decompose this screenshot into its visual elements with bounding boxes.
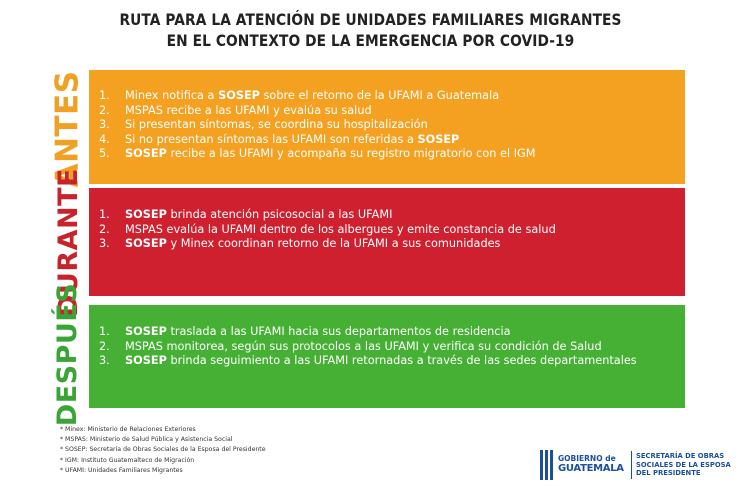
list-item: 5. SOSEP recibe a las UFAMI y acompaña su registro migratorio con el IGM (99, 147, 536, 161)
footnote: * MSPAS: Ministerio de Salud Pública y Asistencia Social (60, 436, 233, 444)
footnote: * UFAMI: Unidades Familiares Migrantes (60, 466, 183, 474)
list-item: 2. MSPAS monitorea, según sus protocolos a las UFAMI y verifica su condición de Salud (99, 339, 602, 353)
phase-label-despues-text: DESPUÉS (52, 282, 84, 426)
gobierno-guatemala-logo: GOBIERNO de GUATEMALA (540, 450, 630, 480)
footnote: * Minex: Ministerio de Relaciones Exteriores (60, 426, 196, 433)
page-title-line1: RUTA PARA LA ATENCIÓN DE UNIDADES FAMILIARES MIGRANTES (119, 10, 622, 29)
list-item: 3. SOSEP y Minex coordinan retorno de la UFAMI a sus comunidades (99, 237, 501, 251)
phase-box-durante (89, 188, 685, 296)
list-item: 3. SOSEP brinda seguimiento a las UFAMI retornadas a través de las sedes departamentales (99, 354, 637, 368)
logo-divider (631, 451, 632, 479)
list-item: 4. Si no presentan síntomas las UFAMI son referidas a SOSEP (99, 132, 460, 146)
phase-label-durante-text: DURANTE (52, 167, 84, 317)
phase-label-antes-text: ANTES (50, 70, 86, 188)
list-item: 2. MSPAS evalúa la UFAMI dentro de los albergues y emite constancia de salud (99, 222, 556, 236)
footnotes (60, 425, 266, 476)
list-item: 1. SOSEP brinda atención psicosocial a las UFAMI (99, 208, 393, 221)
list-item: 3. Si presentan síntomas, se coordina su hospitalización (99, 118, 428, 132)
phase-box-antes (89, 70, 685, 184)
footnote: * SOSEP: Secretaría de Obras Sociales de la Esposa del Presidente (60, 446, 266, 454)
list-item: 1. Minex notifica a SOSEP sobre el retorno de la UFAMI a Guatemala (99, 89, 500, 102)
footnote: * IGM: Instituto Guatemalteco de Migración (60, 456, 195, 464)
list-item: 1. SOSEP traslada a las UFAMI hacia sus departamentos de residencia (99, 325, 511, 338)
sosep-logo: SECRETARÍA DE OBRAS SOCIALES DE LA ESPOSA DEL PRESIDENTE (636, 452, 731, 478)
flag-bars-icon (540, 450, 556, 480)
list-item: 2. MSPAS recibe a las UFAMI y evalúa su salud (99, 103, 372, 117)
phase-box-despues (89, 305, 685, 408)
page-title-line2: EN EL CONTEXTO DE LA EMERGENCIA POR COVID-19 (166, 31, 575, 50)
phase-label-durante (50, 167, 86, 317)
phase-label-despues (50, 282, 86, 426)
